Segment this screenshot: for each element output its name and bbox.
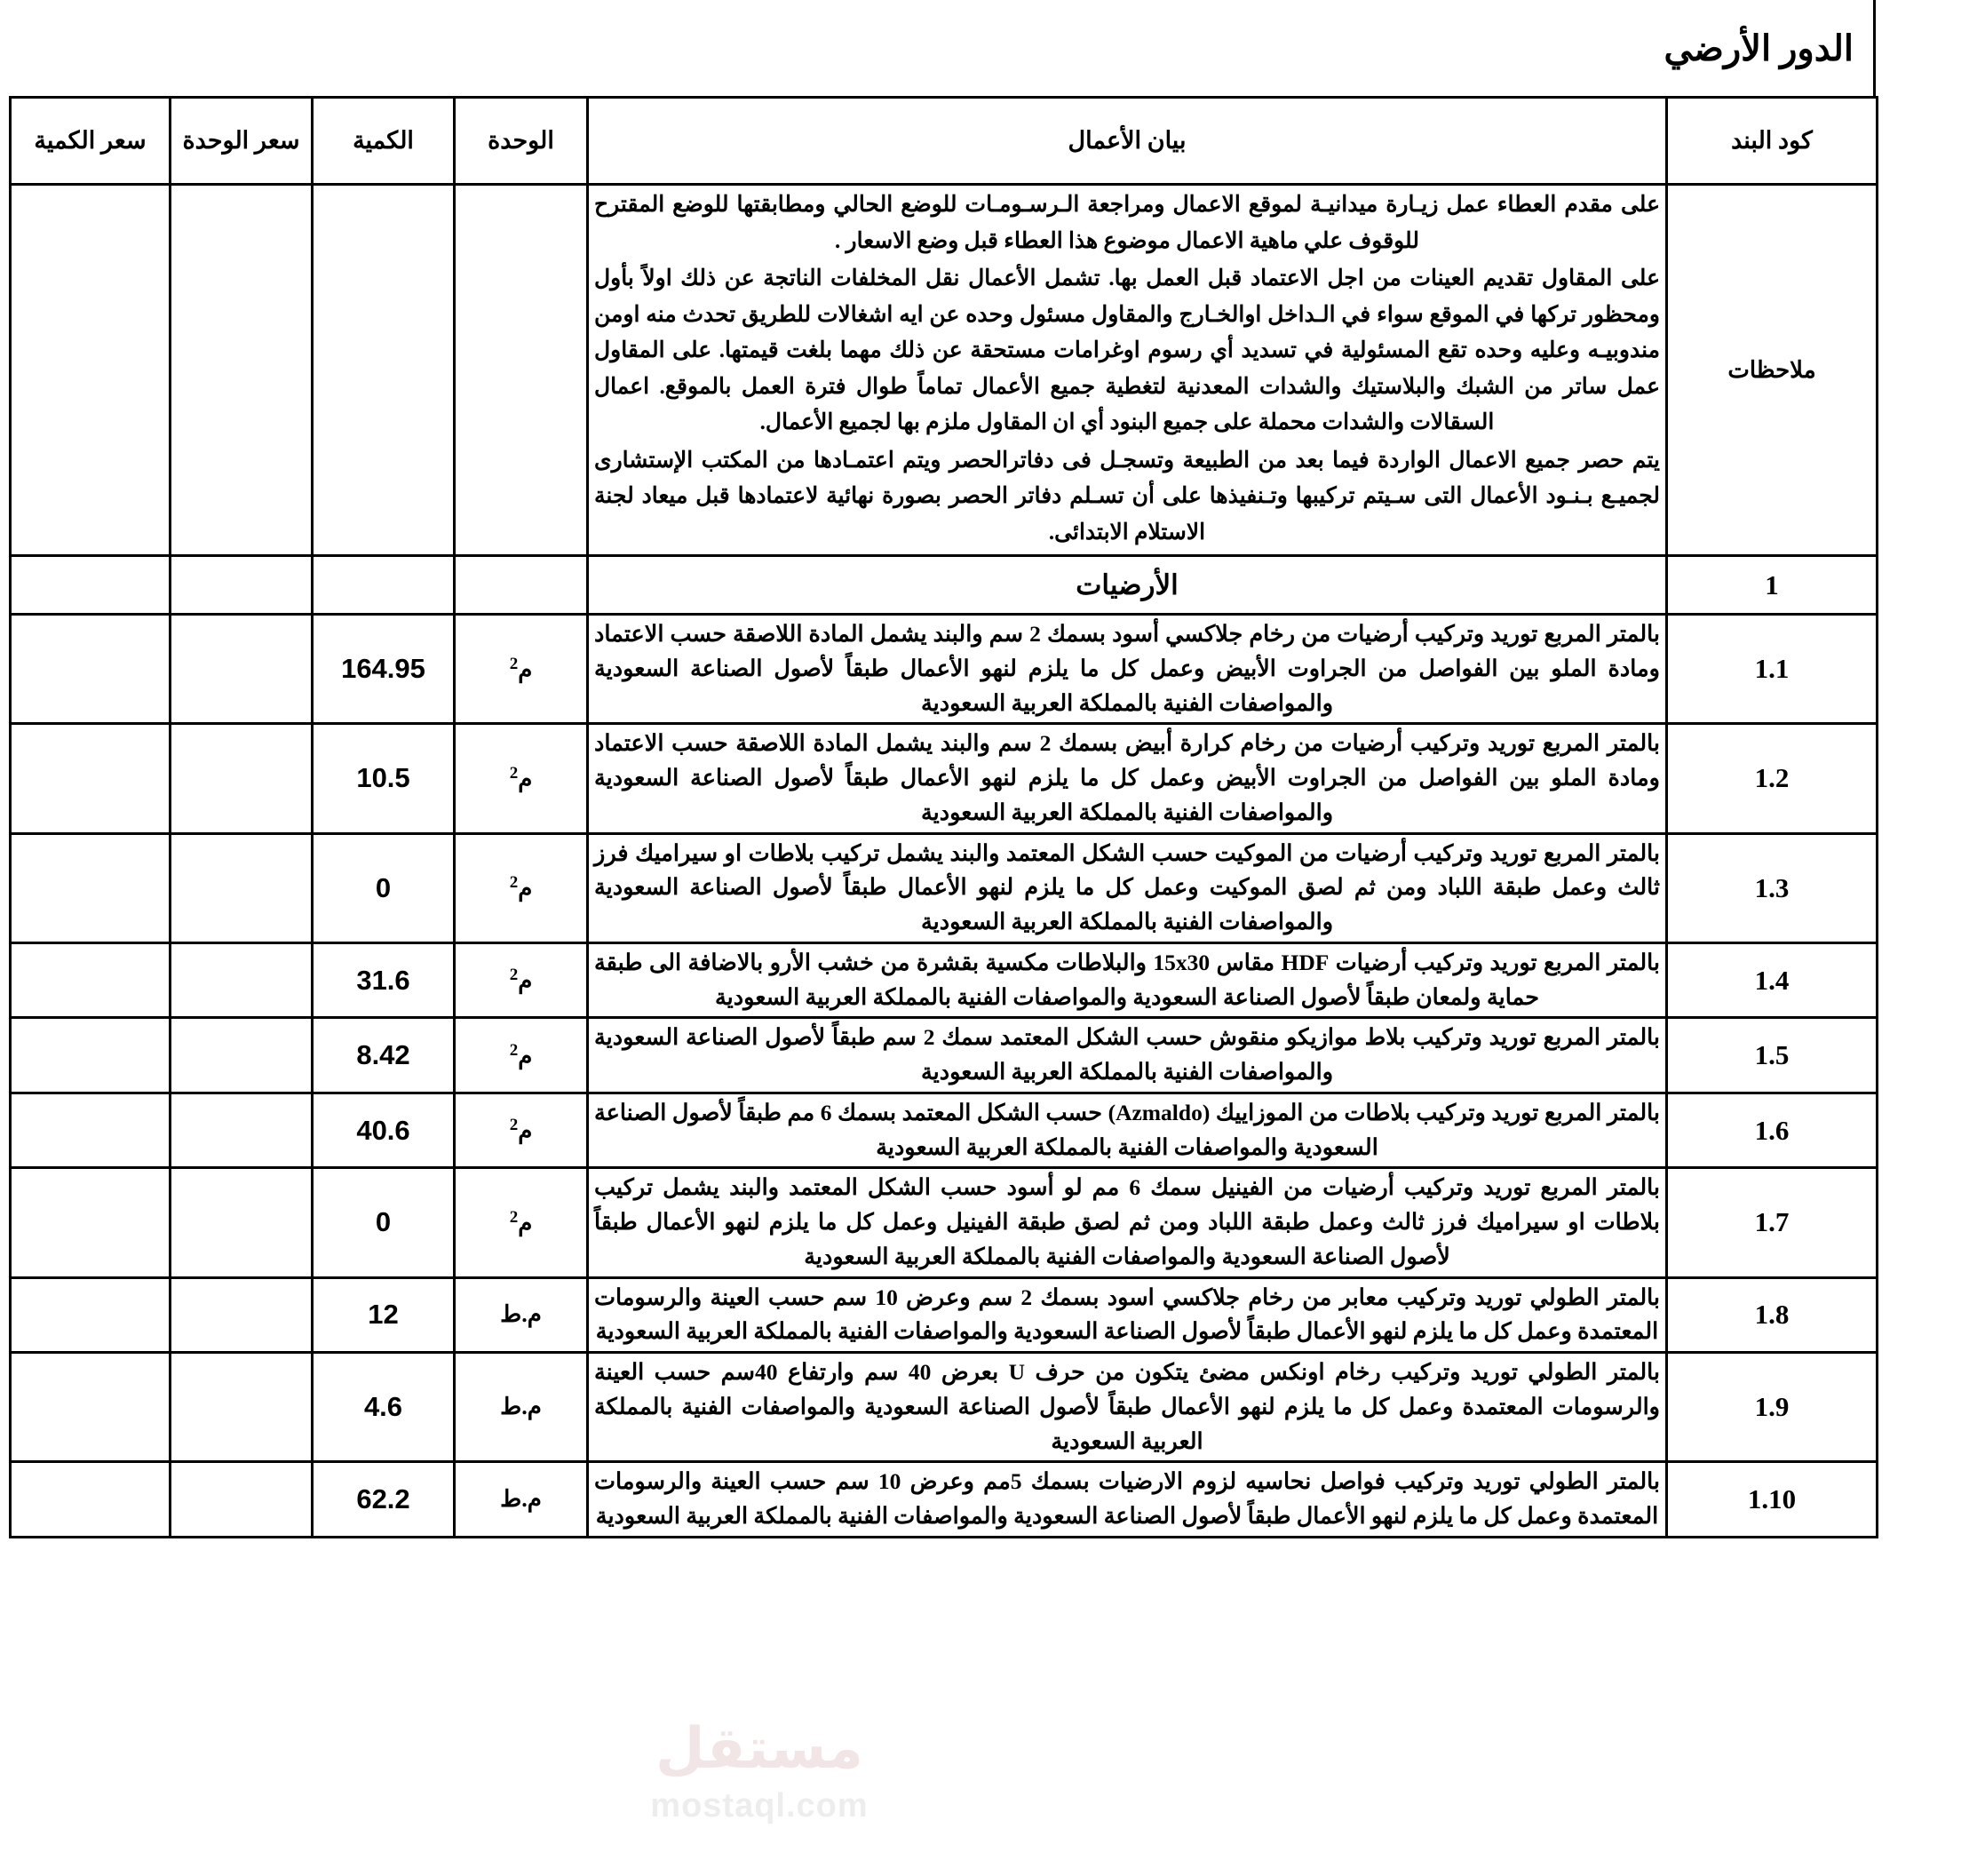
row-unit-price[interactable] bbox=[171, 1277, 313, 1353]
row-unit-exponent: 2 bbox=[509, 654, 519, 673]
table-row bbox=[11, 1353, 1878, 1462]
row-unit bbox=[455, 1353, 588, 1462]
row-description: بالمتر المربع توريد وتركيب أرضيات من رخام جلاكسي أسود بسمك 2 سم والبند يشمل المادة اللاصقة حسب الاعتماد ومادة الملو بين الفواصل من الجراوت الأبيض وعمل كل ما يلزم لنهو الأعمال طبقاً لأصول الصناعة السعودية والمواصفات الفنية بالمملكة العربية السعودية bbox=[588, 615, 1667, 724]
row-code: 1.10 bbox=[1667, 1462, 1878, 1538]
notes-paragraph: على مقدم العطاء عمل زيـارة ميدانيـة لموقع الاعمال ومراجعة الـرسـومـات للوضع الحالي ومطابقتها للوضع المقترح للوقوف علي ماهية الاعمال موضوع هذا العطاء قبل وضع الاسعار . bbox=[594, 193, 1660, 253]
row-unit-price[interactable] bbox=[171, 724, 313, 833]
table-row bbox=[11, 1093, 1878, 1168]
row-description: بالمتر المربع توريد وتركيب بلاطات من الموزاييك (Azmaldo) حسب الشكل المعتمد بسمك 6 مم طبقاً لأصول الصناعة السعودية والمواصفات الفنية بالمملكة العربية السعودية bbox=[588, 1093, 1667, 1168]
row-total-price[interactable] bbox=[11, 1462, 171, 1538]
row-unit-label: م bbox=[518, 766, 533, 792]
column-header-description: بيان الأعمال bbox=[588, 98, 1667, 185]
row-description: بالمتر الطولي توريد وتركيب رخام اونكس مضئ يتكون من حرف U بعرض 40 سم وارتفاع 40سم حسب العينة والرسومات المعتمدة وعمل كل ما يلزم لنهو الأعمال طبقاً لأصول الصناعة السعودية والمواصفات الفنية بالمملكة العربية السعودية bbox=[588, 1353, 1667, 1462]
section-unit-cell bbox=[455, 556, 588, 615]
row-code: 1.9 bbox=[1667, 1353, 1878, 1462]
table-body bbox=[11, 185, 1878, 1538]
row-unit-label: م.ط bbox=[500, 1394, 542, 1420]
watermark bbox=[613, 1697, 906, 1848]
row-quantity: 0 bbox=[313, 833, 455, 942]
row-unit-price[interactable] bbox=[171, 1462, 313, 1538]
table-row bbox=[11, 615, 1878, 724]
row-total-price[interactable] bbox=[11, 942, 171, 1018]
row-quantity: 62.2 bbox=[313, 1462, 455, 1538]
row-quantity: 31.6 bbox=[313, 942, 455, 1018]
row-quantity: 10.5 bbox=[313, 724, 455, 833]
row-unit bbox=[455, 724, 588, 833]
row-description: بالمتر الطولي توريد وتركيب فواصل نحاسيه لزوم الارضيات بسمك 5مم وعرض 10 سم حسب العينة والرسومات المعتمدة وعمل كل ما يلزم لنهو الأعمال طبقاً لأصول الصناعة السعودية والمواصفات الفنية بالمملكة العربية السعودية bbox=[588, 1462, 1667, 1538]
row-description: بالمتر المربع توريد وتركيب بلاط موازيكو منقوش حسب الشكل المعتمد سمك 2 سم طبقاً لأصول الصناعة السعودية والمواصفات الفنية بالمملكة العربية السعودية bbox=[588, 1018, 1667, 1093]
row-code: 1.1 bbox=[1667, 615, 1878, 724]
row-quantity: 0 bbox=[313, 1168, 455, 1277]
row-unit-exponent: 2 bbox=[509, 966, 519, 985]
row-unit bbox=[455, 942, 588, 1018]
section-code: 1 bbox=[1667, 556, 1878, 615]
table-row bbox=[11, 1168, 1878, 1277]
row-code: 1.7 bbox=[1667, 1168, 1878, 1277]
row-unit-price[interactable] bbox=[171, 833, 313, 942]
row-total-price[interactable] bbox=[11, 1093, 171, 1168]
row-unit bbox=[455, 1093, 588, 1168]
column-header-code: كود البند bbox=[1667, 98, 1878, 185]
row-description: بالمتر المربع توريد وتركيب أرضيات من رخام كرارة أبيض بسمك 2 سم والبند يشمل المادة اللاصقة حسب الاعتماد ومادة الملو بين الفواصل من الجراوت الأبيض وعمل كل ما يلزم لنهو الأعمال طبقاً لأصول الصناعة السعودية والمواصفات الفنية بالمملكة العربية السعودية bbox=[588, 724, 1667, 833]
row-quantity: 4.6 bbox=[313, 1353, 455, 1462]
notes-text bbox=[588, 185, 1667, 556]
document-title-band bbox=[9, 0, 1876, 96]
notes-unit-price-cell bbox=[171, 185, 313, 556]
row-quantity: 12 bbox=[313, 1277, 455, 1353]
row-unit-label: م.ط bbox=[500, 1486, 542, 1512]
row-unit-label: م bbox=[518, 967, 533, 994]
row-unit-label: م bbox=[518, 1043, 533, 1069]
row-description: بالمتر المربع توريد وتركيب أرضيات من الموكيت حسب الشكل المعتمد والبند يشمل تركيب بلاطات او سيراميك فرز ثالث وعمل طبقة اللباد ومن ثم لصق الموكيت وعمل كل ما يلزم لنهو الأعمال طبقاً لأصول الصناعة السعودية والمواصفات الفنية بالمملكة العربية السعودية bbox=[588, 833, 1667, 942]
row-unit-label: م bbox=[518, 875, 533, 902]
notes-label: ملاحظات bbox=[1667, 185, 1878, 556]
row-quantity: 40.6 bbox=[313, 1093, 455, 1168]
row-code: 1.3 bbox=[1667, 833, 1878, 942]
row-code: 1.5 bbox=[1667, 1018, 1878, 1093]
row-unit-exponent: 2 bbox=[509, 764, 519, 783]
row-code: 1.2 bbox=[1667, 724, 1878, 833]
watermark-logo-text: مستقل bbox=[655, 1715, 864, 1780]
row-unit bbox=[455, 833, 588, 942]
row-total-price[interactable] bbox=[11, 1353, 171, 1462]
table-row bbox=[11, 942, 1878, 1018]
row-unit bbox=[455, 1168, 588, 1277]
row-unit-exponent: 2 bbox=[509, 1040, 519, 1060]
row-description: بالمتر المربع توريد وتركيب أرضيات HDF مقاس 15x30 والبلاطات مكسية بقشرة من خشب الأرو بالاضافة الى طبقة حماية ولمعان طبقاً لأصول الصناعة السعودية والمواصفات الفنية بالمملكة العربية السعودية bbox=[588, 942, 1667, 1018]
row-unit-exponent: 2 bbox=[509, 1116, 519, 1135]
row-description: بالمتر المربع توريد وتركيب أرضيات من الفينيل سمك 6 مم لو أسود حسب الشكل المعتمد والبند يشمل تركيب بلاطات او سيراميك فرز ثالث وعمل طبقة اللباد ومن ثم لصق طبقة الفينيل وعمل كل ما يلزم لنهو الأعمال طبقاً لأصول الصناعة السعودية والمواصفات الفنية بالمملكة العربية السعودية bbox=[588, 1168, 1667, 1277]
row-unit bbox=[455, 1018, 588, 1093]
row-unit-price[interactable] bbox=[171, 1018, 313, 1093]
row-total-price[interactable] bbox=[11, 833, 171, 942]
row-unit-price[interactable] bbox=[171, 1093, 313, 1168]
row-total-price[interactable] bbox=[11, 1018, 171, 1093]
notes-paragraph: على المقاول تقديم العينات من اجل الاعتماد قبل العمل بها. تشمل الأعمال نقل المخلفات الناتجة عن ذلك اولاً بأول ومحظور تركها في الموقع سواء في الـداخل اوالخـارج والمقاول مسئول وحده عن ايه اشغالات للطريق تحدث منه اومن مندوبيـه وعليه وحده تقع المسئولية في تسديد أي رسوم اوغرامات مستحقة عن ذلك مهما بلغت قيمتها. على المقاول عمل ساتر من الشبك والبلاستيك والشدات المعدنية لتغطية جميع الأعمال تماماً طوال فترة العمل بالموقع. اعمال السقالات والشدات محملة على جميع البنود أي ان المقاول ملزم بها لجميع الأعمال. bbox=[594, 266, 1660, 434]
row-unit-label: م bbox=[518, 656, 533, 683]
column-header-quantity: الكمية bbox=[313, 98, 455, 185]
notes-unit-cell bbox=[455, 185, 588, 556]
row-unit-exponent: 2 bbox=[509, 1208, 519, 1228]
section-quantity-cell bbox=[313, 556, 455, 615]
row-quantity: 8.42 bbox=[313, 1018, 455, 1093]
table-row bbox=[11, 724, 1878, 833]
row-total-price[interactable] bbox=[11, 724, 171, 833]
table-header bbox=[11, 98, 1878, 185]
notes-total-price-cell bbox=[11, 185, 171, 556]
row-unit-exponent: 2 bbox=[509, 873, 519, 893]
row-unit-label: م bbox=[518, 1210, 533, 1236]
row-total-price[interactable] bbox=[11, 615, 171, 724]
table-row bbox=[11, 1462, 1878, 1538]
row-quantity: 164.95 bbox=[313, 615, 455, 724]
column-header-unit: الوحدة bbox=[455, 98, 588, 185]
notes-paragraph: يتم حصر جميع الاعمال الواردة فيما بعد من الطبيعة وتسجـل فى دفاترالحصر ويتم اعتمـادها من المكتب الإستشارى لجميـع بـنـود الأعمال التى سـيتم تركيبها وتـنفيذها على أن تسـلم دفاتر الحصر بصورة نهائية لاعتمادها قبل ميعاد لجنة الاستلام الابتدائى. bbox=[594, 448, 1660, 545]
row-total-price[interactable] bbox=[11, 1168, 171, 1277]
row-unit-price[interactable] bbox=[171, 942, 313, 1018]
row-code: 1.4 bbox=[1667, 942, 1878, 1018]
table-row bbox=[11, 833, 1878, 942]
row-unit bbox=[455, 1462, 588, 1538]
bill-of-quantities-table bbox=[9, 96, 1878, 1538]
notes-quantity-cell bbox=[313, 185, 455, 556]
table-row bbox=[11, 1018, 1878, 1093]
row-code: 1.6 bbox=[1667, 1093, 1878, 1168]
row-unit-label: م bbox=[518, 1117, 533, 1144]
row-unit-price[interactable] bbox=[171, 1353, 313, 1462]
row-unit-label: م.ط bbox=[500, 1301, 542, 1328]
row-unit-price[interactable] bbox=[171, 1168, 313, 1277]
column-header-unit-price: سعر الوحدة bbox=[171, 98, 313, 185]
section-unit-price-cell bbox=[171, 556, 313, 615]
table-row bbox=[11, 1277, 1878, 1353]
row-code: 1.8 bbox=[1667, 1277, 1878, 1353]
row-total-price[interactable] bbox=[11, 1277, 171, 1353]
section-total-price-cell bbox=[11, 556, 171, 615]
row-description: بالمتر الطولي توريد وتركيب معابر من رخام جلاكسي اسود بسمك 2 سم وعرض 10 سم حسب العينة والرسومات المعتمدة وعمل كل ما يلزم لنهو الأعمال طبقاً لأصول الصناعة السعودية والمواصفات الفنية بالمملكة العربية السعودية bbox=[588, 1277, 1667, 1353]
watermark-url: mostaql.com bbox=[650, 1786, 869, 1824]
notes-row bbox=[11, 185, 1878, 556]
section-row bbox=[11, 556, 1878, 615]
section-title: الأرضيات bbox=[588, 556, 1667, 615]
row-unit bbox=[455, 1277, 588, 1353]
row-unit-price[interactable] bbox=[171, 615, 313, 724]
page-title: الدور الأرضي bbox=[1663, 28, 1854, 68]
row-unit bbox=[455, 615, 588, 724]
table-header-row bbox=[11, 98, 1878, 185]
column-header-total-price: سعر الكمية bbox=[11, 98, 171, 185]
